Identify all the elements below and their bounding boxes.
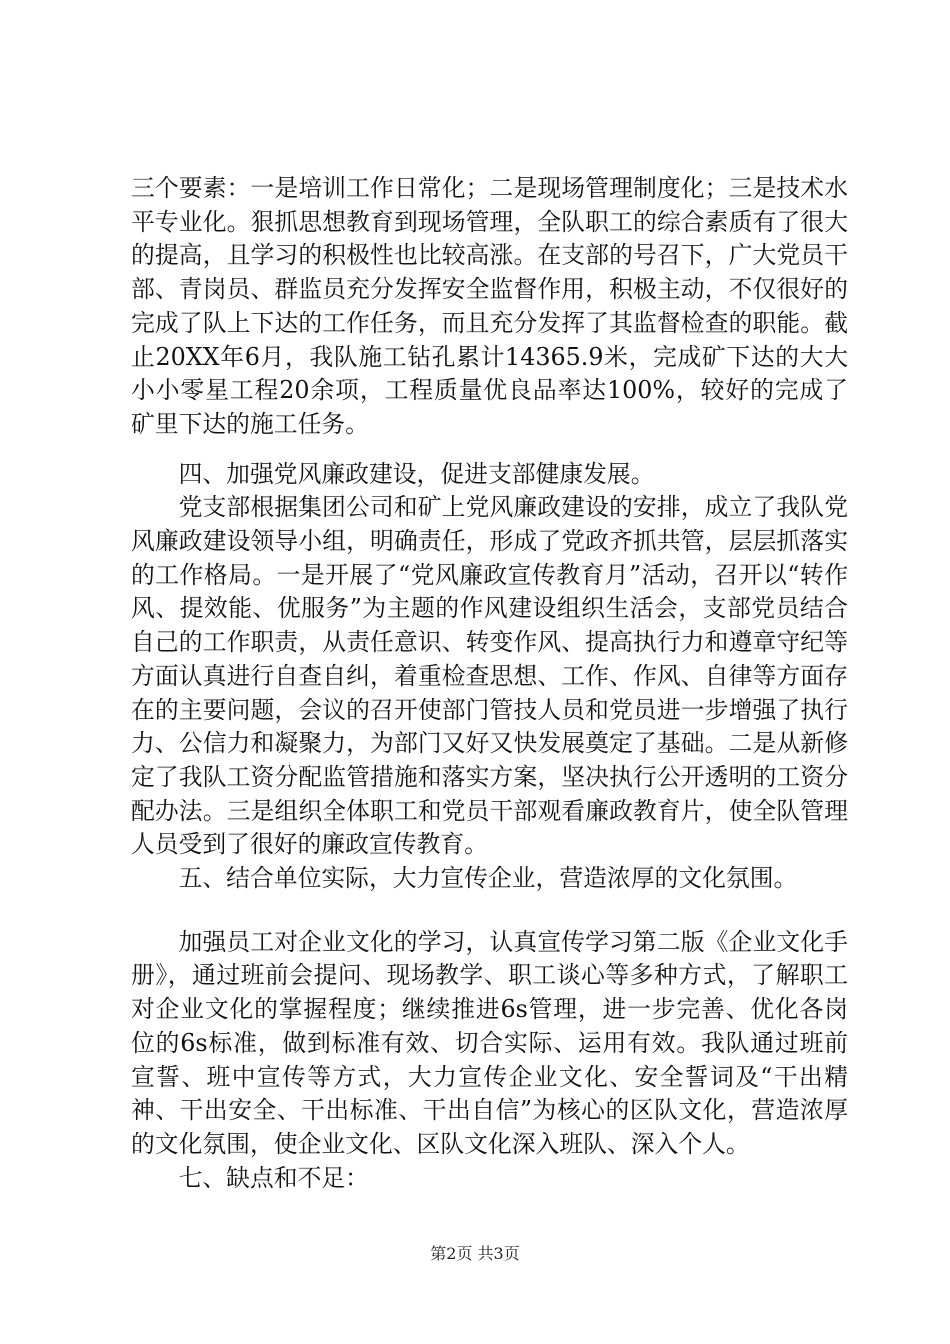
page-number-footer: 第2页 共3页 <box>430 1244 520 1263</box>
paragraph-integrity: 党支部根据集团公司和矿上党风廉政建设的安排，成立了我队党风廉政建设领导小组，明确责任，形成了党政齐抓共管，层层抓落实的工作格局。一是开展了“党风廉政宣传教育月”活动，召开以“转作风、提效能、优服务”为主题的作风建设组织生活会，支部党员结合自己的工作职责，从责任意识、转变作风、提高执行力和遵章守纪等方面认真进行自查自纠，着重检查思想、工作、作风、自律等方面存在的主要问题，会议的召开使部门管技人员和党员进一步增强了执行力、公信力和凝聚力，为部门又好又快发展奠定了基础。二是从新修定了我队工资分配监管措施和落实方案，坚决执行公开透明的工资分配办法。三是组织全体职工和党员干部观看廉政教育片，使全队管理人员受到了很好的廉政宣传教育。 <box>131 493 848 859</box>
heading-section-5: 五、结合单位实际，大力宣传企业，营造浓厚的文化氛围。 <box>178 864 798 893</box>
heading-section-7: 七、缺点和不足： <box>178 1163 369 1192</box>
paragraph-culture: 加强员工对企业文化的学习，认真宣传学习第二版《企业文化手册》，通过班前会提问、现场教学、职工谈心等多种方式，了解职工对企业文化的掌握程度；继续推进6s管理，进一步完善、优化各岗位的6s标准，做到标准有效、切合实际、运用有效。我队通过班前宣誓、班中宣传等方式，大力宣传企业文化、安全誓词及“干出精神、干出安全、干出标准、干出自信”为核心的区队文化，营造浓厚的文化氛围，使企业文化、区队文化深入班队、深入个人。 <box>131 927 848 1158</box>
heading-section-4: 四、加强党风廉政建设，促进支部健康发展。 <box>178 459 655 488</box>
document-body <box>131 172 848 1195</box>
paragraph-training: 三个要素：一是培训工作日常化；二是现场管理制度化；三是技术水平专业化。狠抓思想教育到现场管理，全队职工的综合素质有了很大的提高，且学习的积极性也比较高涨。在支部的号召下，广大党员干部、青岗员、群监员充分发挥安全监督作用，积极主动，不仅很好的完成了队上下达的工作任务，而且充分发挥了其监督检查的职能。截止20XX年6月，我队施工钻孔累计14365.9米，完成矿下达的大大小小零星工程20余项，工程质量优良品率达100%，较好的完成了矿里下达的施工任务。 <box>131 174 848 438</box>
